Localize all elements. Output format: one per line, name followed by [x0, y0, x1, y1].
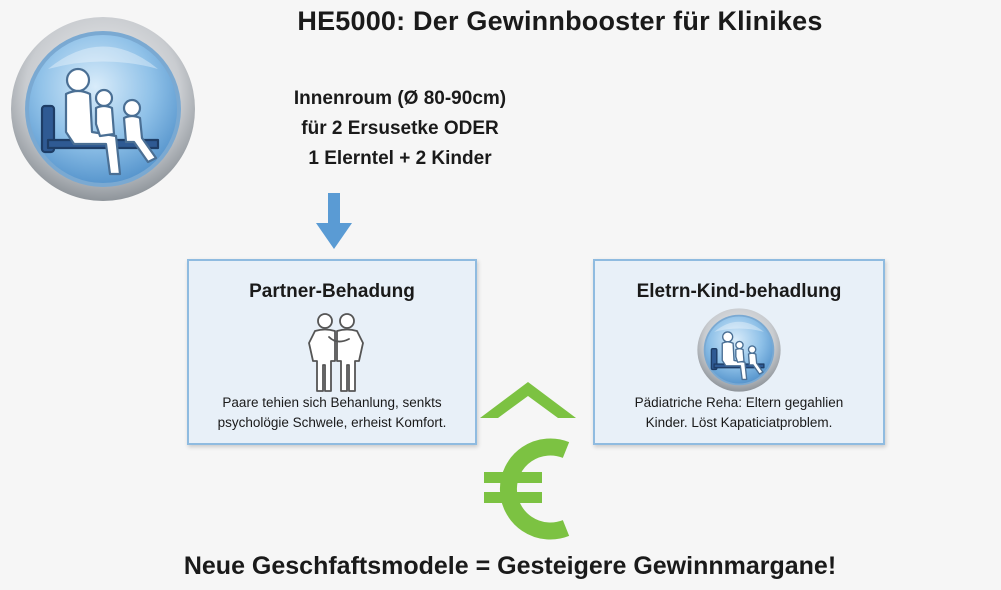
footer-slogan: Neue Geschfaftsmodele = Gesteigere Gewinnmargane! — [183, 552, 837, 580]
card-desc-line-2: psycholögie Schwele, erheist Komfort. — [217, 415, 447, 430]
card-desc-line-2: Kinder. Löst Kapaticiatproblem. — [645, 415, 833, 430]
partner-treatment-card — [187, 259, 477, 445]
intro-line-2: für 2 Ersusetke ODER — [301, 118, 499, 139]
card-description — [603, 393, 875, 433]
intro-line-3: 1 Elerntel + 2 Kinder — [308, 148, 492, 169]
family-seating-badge-icon — [8, 14, 198, 204]
card-description — [197, 393, 467, 433]
two-people-embracing-icon — [303, 311, 369, 393]
euro-growth-icon — [478, 378, 578, 548]
page-title: HE5000: Der Gewinnbooster für Klinikes — [297, 6, 823, 36]
card-title: Partner-Behadung — [249, 281, 415, 302]
card-desc-line-1: Paare tehien sich Behanlung, senkts — [222, 395, 442, 410]
intro-line-1: Innenroum (Ø 80-90cm) — [293, 88, 507, 109]
card-desc-line-1: Pädiatriche Reha: Eltern gegahlien — [634, 395, 844, 410]
parent-child-badge-icon — [696, 307, 782, 393]
intro-text — [250, 84, 550, 174]
parent-child-treatment-card — [593, 259, 885, 445]
arrow-down-icon — [316, 193, 352, 251]
card-title: Eletrn-Kind-behadlung — [636, 281, 842, 302]
